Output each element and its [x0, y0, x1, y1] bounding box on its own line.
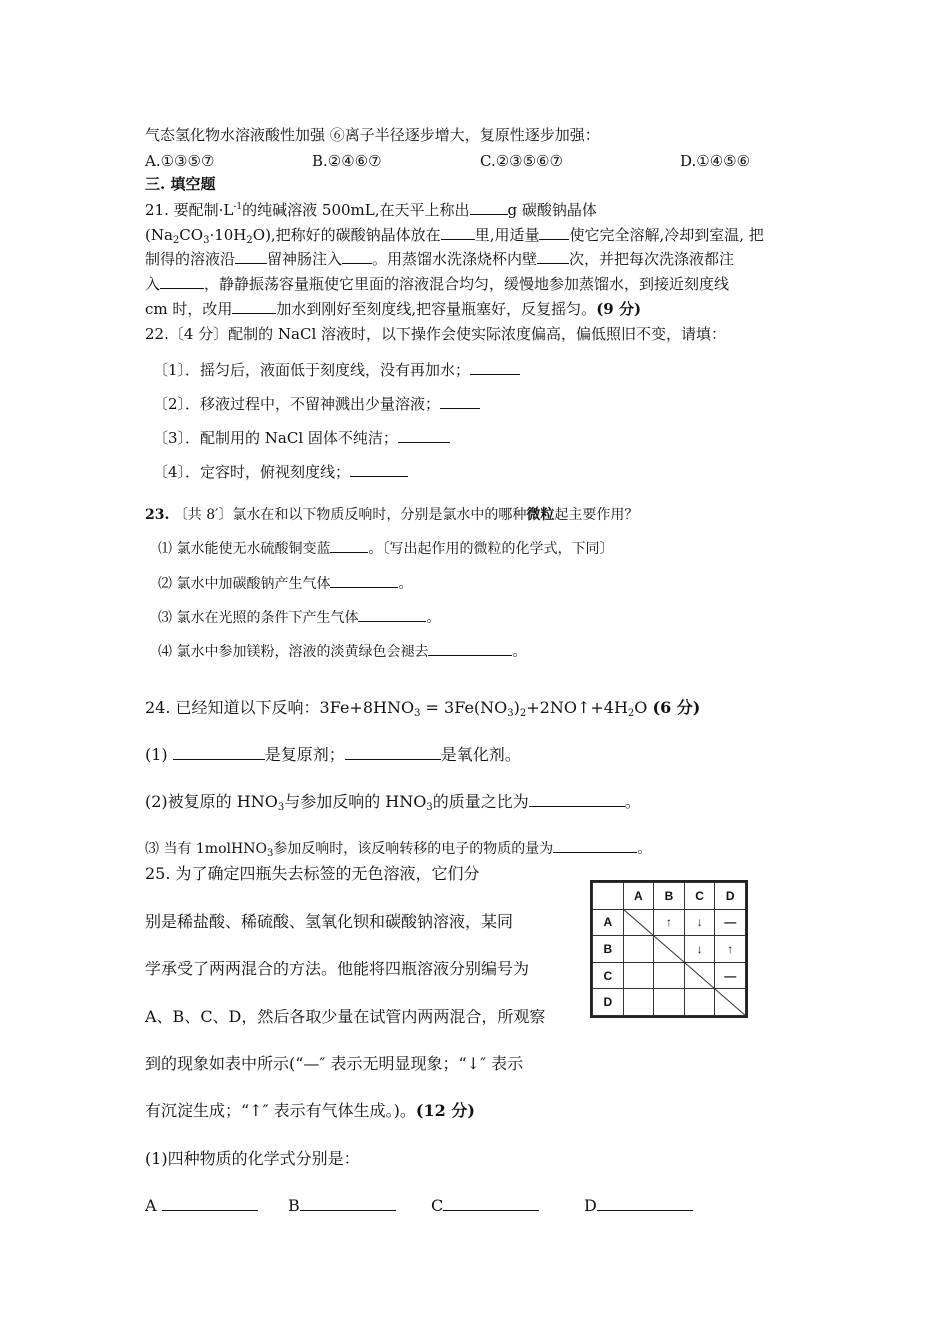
answer-blank[interactable]: [160, 288, 204, 289]
answer-blank[interactable]: [440, 408, 480, 409]
table-row-header: B: [593, 936, 624, 963]
answer-blank[interactable]: [553, 852, 637, 853]
q24-heading: 24. 已经知道以下反响：$3Fe+8HNO_3$ = $3Fe(NO_3)_2+2NO↑+4H_2O$ (6 分): [145, 698, 701, 719]
answer-blank[interactable]: [597, 1210, 693, 1211]
option-b: B.②④⑥⑦: [312, 152, 382, 170]
q25-line-2: 别是稀盐酸、稀硫酸、氢氧化钡和碳酸钠溶液，某同: [145, 912, 514, 931]
q21-line-1: 21. 要配制$\cdot L^{-1}$的纯碱溶液 500mL,在天平上称出 g 碳酸钠晶体: [145, 201, 597, 219]
table-col-header: C: [684, 883, 715, 910]
q23-item-2: ⑵ 氯水中加碳酸钠产生气体 。: [158, 576, 413, 592]
q23-item-1: ⑴ 氯水能使无水硫酸铜变蓝 。〔写出起作用的微粒的化学式，下同〕: [158, 541, 614, 557]
reaction-table: [590, 880, 748, 1018]
table-cell: ↑: [715, 936, 746, 963]
section-heading: 三. 填空题: [145, 175, 216, 193]
table-cell: —: [715, 909, 746, 936]
table-cell: ↑: [654, 909, 685, 936]
q24-item-1: (1) 是复原剂； 是氧化剂。: [145, 745, 521, 764]
q21-line-4: 入 ，静静振荡容量瓶使它里面的溶液混合均匀，缓慢地参加蒸馏水，到接近刻度线: [145, 275, 730, 293]
answer-blank[interactable]: [232, 313, 276, 314]
table-col-header: A: [623, 883, 654, 910]
q25-line-3: 学承受了两两混合的方法。他能将四瓶溶液分别编号为: [145, 961, 530, 977]
option-a: A.①③⑤⑦: [145, 152, 215, 170]
answer-blank[interactable]: [398, 442, 450, 443]
table-col-header: B: [654, 883, 685, 910]
answer-blank[interactable]: [470, 374, 520, 375]
answer-blank[interactable]: [537, 263, 569, 264]
answer-blank[interactable]: [300, 1210, 396, 1211]
answer-blank[interactable]: [330, 552, 368, 553]
table-row-header: A: [593, 909, 624, 936]
q24-item-3: ⑶ 当有 1molHNO$_3$参加反响时，该反响转移的电子的物质的量为 。: [145, 841, 652, 859]
answer-blank[interactable]: [345, 759, 441, 760]
q25-line-4: A、B、C、D，然后各取少量在试管内两两混合，所观察: [145, 1009, 546, 1025]
q21-line-5: cm 时，改用 加水到刚好至刻度线,把容量瓶塞好，反复摇匀。(9 分): [145, 300, 642, 318]
answer-blank[interactable]: [358, 621, 426, 622]
q23-heading: 23. 〔共 8′〕氯水在和以下物质反响时，分别是氯水中的哪种微粒起主要作用？: [145, 507, 639, 523]
answer-blank[interactable]: [330, 587, 398, 588]
table-col-header: D: [715, 883, 746, 910]
q25-line-1: 25. 为了确定四瓶失去标签的无色溶液，它们分: [145, 864, 480, 883]
answer-blank[interactable]: [235, 263, 267, 264]
answer-blank[interactable]: [342, 263, 372, 264]
table-row-header: D: [593, 989, 624, 1016]
q25-line-5: 到的现象如表中所示(“—″ 表示无明显现象；“↓″ 表示: [145, 1054, 524, 1073]
q22-item-1: 〔1〕．摇匀后，液面低于刻度线，没有再加水；: [153, 363, 520, 378]
answer-blank[interactable]: [173, 759, 265, 760]
q23-item-4: ⑷ 氯水中参加镁粉，溶液的淡黄绿色会褪去 。: [158, 644, 527, 660]
q25-line-7: (1)四种物质的化学式分别是：: [145, 1149, 360, 1168]
answer-blank[interactable]: [539, 239, 569, 240]
q22-item-2: 〔2〕．移液过程中，不留神溅出少量溶液；: [153, 397, 480, 412]
option-d: D.①④⑤⑥: [680, 152, 751, 170]
table-cell: ↓: [684, 909, 715, 936]
option-c: C.②③⑤⑥⑦: [480, 152, 563, 170]
q24-item-2: (2)被复原的 $HNO_3$与参加反响的 $HNO_3$的质量之比为 。: [145, 792, 641, 813]
text-line-top: 气态氢化物水溶液酸性加强 ⑥离子半径逐步增大，复原性逐步加强：: [145, 126, 600, 144]
q21-line-2: $(Na_2CO_3\cdot 10H_2O)$,把称好的碳酸钠晶体放在 里,用适量 使它完全溶解,冷却到室温, 把: [145, 226, 764, 246]
q21-line-3: 制得的溶液沿 留神肠注入 。用蒸馏水洗涤烧杯内壁 次，并把每次洗涤液都注: [145, 250, 735, 268]
table-diagonal-line: [592, 882, 746, 1016]
answer-blank[interactable]: [470, 214, 508, 215]
answer-blank[interactable]: [529, 806, 625, 807]
answer-blank[interactable]: [441, 239, 475, 240]
table-cell: ↓: [684, 936, 715, 963]
q22-heading: 22.〔4 分〕配制的 NaCl 溶液时，以下操作会使实际浓度偏高，偏低照旧不变，请填：: [145, 325, 727, 343]
table-cell: —: [715, 962, 746, 989]
answer-blank[interactable]: [350, 476, 408, 477]
q23-item-3: ⑶ 氯水在光照的条件下产生气体 。: [158, 610, 441, 626]
answer-blank[interactable]: [162, 1210, 258, 1211]
answer-c: C: [431, 1198, 539, 1214]
q22-item-4: 〔4〕．定容时，俯视刻度线；: [153, 465, 408, 480]
answer-b: B: [288, 1198, 396, 1214]
answer-blank[interactable]: [443, 1210, 539, 1211]
table-row-header: C: [593, 962, 624, 989]
answer-blank[interactable]: [428, 655, 512, 656]
q25-line-6: 有沉淀生成；“↑″ 表示有气体生成。)。(12 分): [145, 1101, 475, 1120]
answer-a: A: [145, 1198, 258, 1214]
q22-item-3: 〔3〕．配制用的 NaCl 固体不纯洁；: [153, 431, 450, 446]
answer-d: D: [584, 1198, 693, 1214]
